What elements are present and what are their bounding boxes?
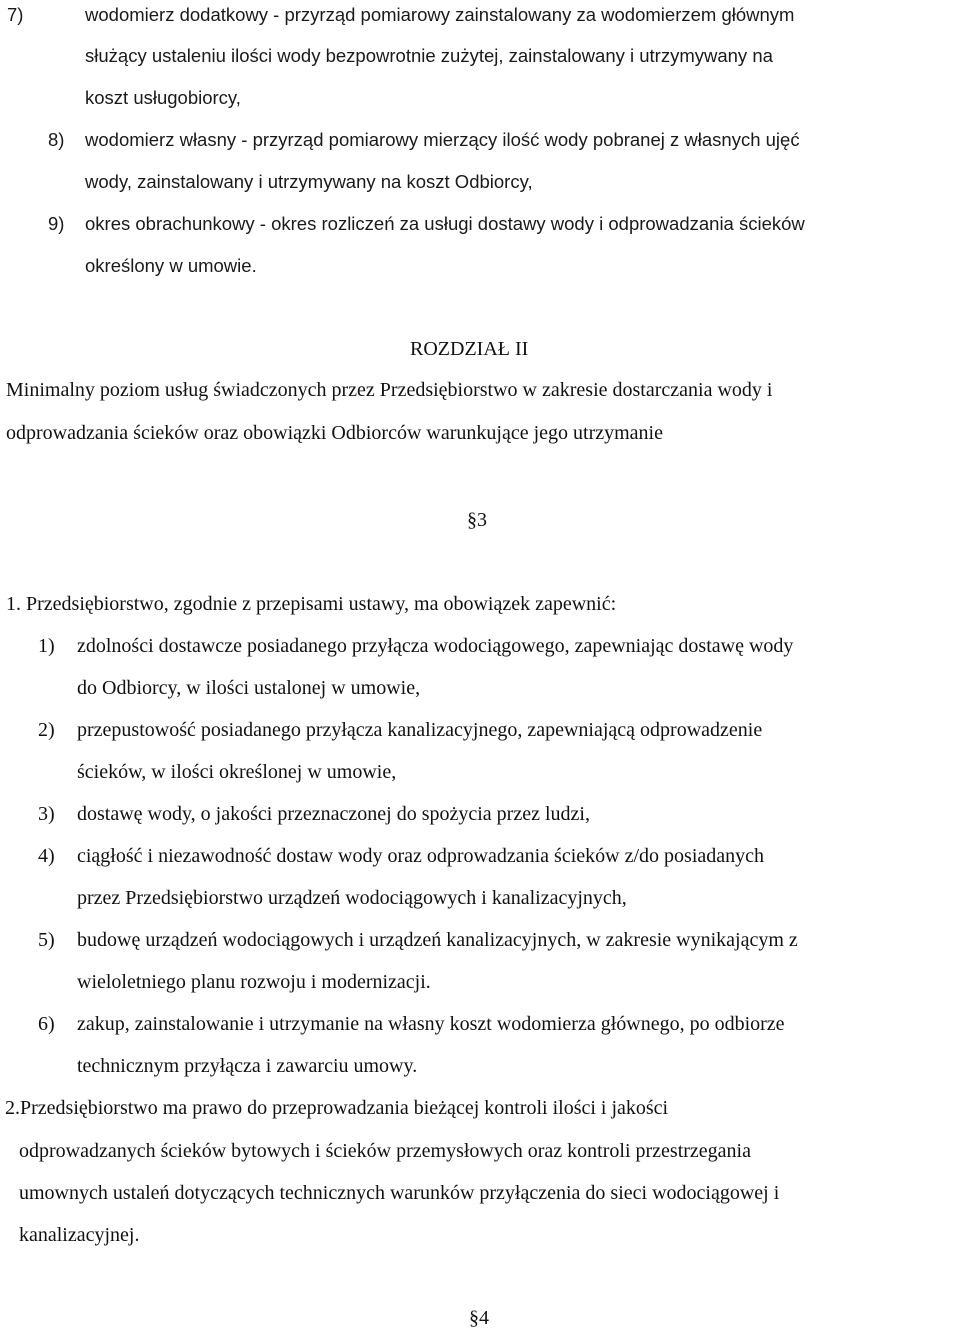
list-number-7: 7) xyxy=(7,4,24,25)
obligation-2-line-2: ścieków, w ilości określonej w umowie, xyxy=(77,761,397,783)
list-number-8: 8) xyxy=(48,129,65,150)
obligation-number-2: 2) xyxy=(38,719,55,741)
list-item-8-line-1: wodomierz własny - przyrząd pomiarowy mierzący ilość wody pobranej z własnych ujęć xyxy=(85,129,800,150)
obligation-number-5: 5) xyxy=(38,929,55,951)
obligation-number-6: 6) xyxy=(38,1013,55,1035)
section-4-heading xyxy=(469,1306,489,1330)
point-2-line-3: umownych ustaleń dotyczących technicznych warunków przyłączenia do sieci wodociągowej i xyxy=(19,1182,780,1204)
chapter-heading: ROZDZIAŁ II xyxy=(410,338,529,360)
obligation-1-line-2: do Odbiorcy, w ilości ustalonej w umowie, xyxy=(77,677,421,699)
section-symbol: § xyxy=(469,1307,479,1329)
list-item-9-line-2: określony w umowie. xyxy=(85,255,257,276)
obligation-4-line-1: ciągłość i niezawodność dostaw wody oraz odprowadzania ścieków z/do posiadanych xyxy=(77,845,765,867)
obligation-6-line-2: technicznym przyłącza i zawarciu umowy. xyxy=(77,1055,418,1077)
chapter-title-line-2: odprowadzania ścieków oraz obowiązki Odbiorców warunkujące jego utrzymanie xyxy=(6,422,663,444)
obligation-2-line-1: przepustowość posiadanego przyłącza kanalizacyjnego, zapewniającą odprowadzenie xyxy=(77,719,763,741)
section-symbol: § xyxy=(467,509,477,531)
obligation-number-3: 3) xyxy=(38,803,55,825)
point-2-line-2: odprowadzanych ścieków bytowych i ścieków przemysłowych oraz kontroli przestrzegania xyxy=(19,1140,751,1162)
section-3-point-1-intro: 1. Przedsiębiorstwo, zgodnie z przepisami ustawy, ma obowiązek zapewnić: xyxy=(6,593,617,615)
list-item-7-line-2: służący ustaleniu ilości wody bezpowrotnie zużytej, zainstalowany i utrzymywany na xyxy=(85,45,773,66)
list-item-7-line-1: wodomierz dodatkowy - przyrząd pomiarowy zainstalowany za wodomierzem głównym xyxy=(85,4,795,25)
obligation-5-line-2: wieloletniego planu rozwoju i modernizacji. xyxy=(77,971,431,993)
list-item-7-line-3: koszt usługobiorcy, xyxy=(85,87,241,108)
obligation-1-line-1: zdolności dostawcze posiadanego przyłącza wodociągowego, zapewniając dostawę wody xyxy=(77,635,794,657)
obligation-3-line-1: dostawę wody, o jakości przeznaczonej do spożycia przez ludzi, xyxy=(77,803,590,825)
obligation-6-line-1: zakup, zainstalowanie i utrzymanie na własny koszt wodomierza głównego, po odbiorze xyxy=(77,1013,785,1035)
list-item-8-line-2: wody, zainstalowany i utrzymywany na koszt Odbiorcy, xyxy=(85,171,533,192)
section-3-heading xyxy=(467,508,487,532)
obligation-number-4: 4) xyxy=(38,845,55,867)
list-item-9-line-1: okres obrachunkowy - okres rozliczeń za usługi dostawy wody i odprowadzania ścieków xyxy=(85,213,805,234)
obligation-5-line-1: budowę urządzeń wodociągowych i urządzeń kanalizacyjnych, w zakresie wynikającym z xyxy=(77,929,798,951)
section-number: 3 xyxy=(477,509,487,531)
list-number-9: 9) xyxy=(48,213,65,234)
point-2-line-1: 2.Przedsiębiorstwo ma prawo do przeprowadzania bieżącej kontroli ilości i jakości xyxy=(5,1097,669,1119)
obligation-4-line-2: przez Przedsiębiorstwo urządzeń wodociągowych i kanalizacyjnych, xyxy=(77,887,627,909)
chapter-title-line-1: Minimalny poziom usług świadczonych przez Przedsiębiorstwo w zakresie dostarczania wody i xyxy=(6,379,773,401)
point-2-line-4: kanalizacyjnej. xyxy=(19,1224,140,1246)
section-number: 4 xyxy=(479,1307,489,1329)
obligation-number-1: 1) xyxy=(38,635,55,657)
